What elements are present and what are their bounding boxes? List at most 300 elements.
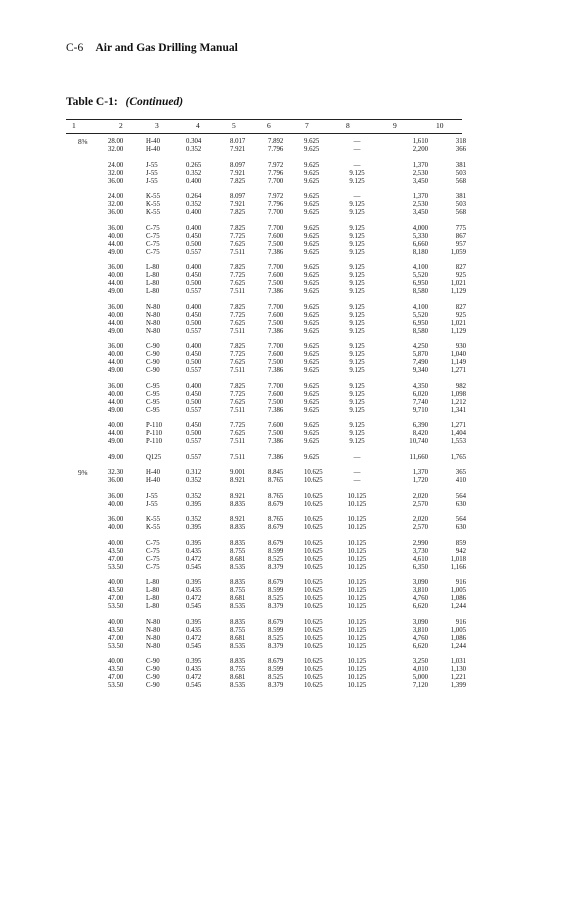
wall-thickness-cell: 0.557 <box>186 248 202 256</box>
table-row <box>66 540 466 548</box>
collapse-resistance-cell: 6,950 <box>412 280 428 287</box>
row-group <box>66 422 466 446</box>
coupling-od-cell: 10.625 <box>304 492 323 500</box>
yield-strength-cell: 916 <box>455 579 466 586</box>
wall-thickness-cell: 0.400 <box>186 177 202 185</box>
table-row <box>66 469 466 477</box>
inside-diameter-cell: 8.535 <box>230 603 246 610</box>
grade-cell: N-80 <box>146 634 160 642</box>
coupling-od-cell: 10.625 <box>304 674 323 681</box>
table-row <box>66 454 466 462</box>
row-group <box>66 304 466 336</box>
yield-strength-cell: 503 <box>455 201 466 208</box>
grade-cell: N-80 <box>146 319 160 327</box>
wall-thickness-cell: 0.500 <box>186 430 202 437</box>
special-clearance-od-cell: 10.125 <box>347 500 367 508</box>
row-group <box>66 469 466 485</box>
inside-diameter-cell: 7.625 <box>230 240 246 248</box>
drift-diameter-cell: 7.500 <box>268 280 284 287</box>
inside-diameter-cell: 8.535 <box>230 563 246 571</box>
table-row <box>66 328 466 336</box>
table-row <box>66 138 466 146</box>
grade-cell: N-80 <box>146 311 160 319</box>
grade-cell: H-40 <box>146 469 160 476</box>
weight-cell: 36.00 <box>108 224 124 232</box>
column-number-5: 5 <box>232 121 236 130</box>
table-row <box>66 627 466 635</box>
drift-diameter-cell: 7.700 <box>268 224 284 232</box>
collapse-resistance-cell: 6,390 <box>412 422 428 429</box>
weight-cell: 40.00 <box>108 539 124 547</box>
grade-cell: L-80 <box>146 587 160 594</box>
inside-diameter-cell: 7.921 <box>230 169 246 177</box>
drift-diameter-cell: 8.599 <box>268 666 284 673</box>
collapse-resistance-cell: 8,420 <box>412 430 428 437</box>
inside-diameter-cell: 7.511 <box>230 406 246 414</box>
collapse-resistance-cell: 3,730 <box>412 547 428 555</box>
table-row <box>66 209 466 217</box>
drift-diameter-cell: 8.525 <box>268 634 284 642</box>
wall-thickness-cell: 0.472 <box>186 674 202 681</box>
wall-thickness-cell: 0.557 <box>186 438 202 445</box>
table-row <box>66 603 466 611</box>
collapse-resistance-cell: 5,520 <box>412 311 428 319</box>
drift-diameter-cell: 8.525 <box>268 595 284 602</box>
wall-thickness-cell: 0.450 <box>186 351 202 358</box>
table-row <box>66 162 466 170</box>
yield-strength-cell: 859 <box>455 539 466 547</box>
collapse-resistance-cell: 2,020 <box>412 492 428 500</box>
weight-cell: 28.00 <box>108 138 124 145</box>
yield-strength-cell: 1,399 <box>450 682 466 689</box>
special-clearance-od-cell: 10.125 <box>347 555 367 563</box>
yield-strength-cell: 1,086 <box>450 595 466 602</box>
coupling-od-cell: 9.625 <box>304 193 320 200</box>
special-clearance-od-cell: 10.125 <box>347 682 367 689</box>
wall-thickness-cell: 0.264 <box>186 193 202 200</box>
inside-diameter-cell: 8.681 <box>230 595 246 602</box>
collapse-resistance-cell: 11,660 <box>409 453 428 461</box>
drift-diameter-cell: 8.599 <box>268 587 284 594</box>
drift-diameter-cell: 7.700 <box>268 382 284 390</box>
coupling-od-cell: 9.625 <box>304 280 320 287</box>
wall-thickness-cell: 0.400 <box>186 224 202 232</box>
inside-diameter-cell: 8.681 <box>230 674 246 681</box>
drift-diameter-cell: 8.679 <box>268 524 284 531</box>
weight-cell: 49.00 <box>108 288 124 295</box>
drift-diameter-cell: 7.796 <box>268 201 284 208</box>
collapse-resistance-cell: 9,340 <box>412 367 428 374</box>
special-clearance-od-cell: — <box>353 146 361 153</box>
wall-thickness-cell: 0.500 <box>186 319 202 327</box>
special-clearance-od-cell: — <box>353 138 361 145</box>
weight-cell: 40.00 <box>108 422 124 429</box>
grade-cell: N-80 <box>146 618 160 626</box>
special-clearance-od-cell: 10.125 <box>347 524 367 531</box>
coupling-od-cell: 10.625 <box>304 666 323 673</box>
table-caption <box>66 96 183 108</box>
yield-strength-cell: 366 <box>455 146 466 153</box>
row-group <box>66 493 466 509</box>
special-clearance-od-cell: 9.125 <box>349 390 365 398</box>
grade-cell: N-80 <box>146 642 160 650</box>
inside-diameter-cell: 7.625 <box>230 430 246 437</box>
table-row <box>66 383 466 391</box>
column-number-1: 1 <box>72 121 76 130</box>
drift-diameter-cell: 7.500 <box>268 319 284 327</box>
yield-strength-cell: 1,021 <box>450 319 466 327</box>
special-clearance-od-cell: 9.125 <box>349 264 365 271</box>
coupling-od-cell: 9.625 <box>304 398 320 406</box>
casing-size-cell: 9⅝ <box>78 468 88 477</box>
grade-cell: L-80 <box>146 272 160 279</box>
table-row <box>66 477 466 485</box>
drift-diameter-cell: 7.386 <box>268 288 284 295</box>
special-clearance-od-cell: 9.125 <box>349 232 365 240</box>
special-clearance-od-cell: 10.125 <box>347 547 367 555</box>
yield-strength-cell: 957 <box>455 240 466 248</box>
table-row <box>66 579 466 587</box>
coupling-od-cell: 9.625 <box>304 161 320 169</box>
drift-diameter-cell: 7.700 <box>268 209 284 216</box>
drift-diameter-cell: 8.765 <box>268 516 284 523</box>
column-number-3: 3 <box>155 121 159 130</box>
table-continued-label: (Continued) <box>125 96 184 108</box>
wall-thickness-cell: 0.500 <box>186 240 202 248</box>
special-clearance-od-cell: 9.125 <box>349 280 365 287</box>
column-number-10: 10 <box>436 121 444 130</box>
grade-cell: K-55 <box>146 209 160 216</box>
grade-cell: C-75 <box>146 224 160 232</box>
coupling-od-cell: 10.625 <box>304 658 323 665</box>
drift-diameter-cell: 7.386 <box>268 406 284 414</box>
grade-cell: C-90 <box>146 658 160 665</box>
yield-strength-cell: 365 <box>455 469 466 476</box>
coupling-od-cell: 10.625 <box>304 516 323 523</box>
table-row <box>66 438 466 446</box>
wall-thickness-cell: 0.557 <box>186 367 202 374</box>
special-clearance-od-cell: 9.125 <box>349 177 365 185</box>
yield-strength-cell: 827 <box>455 303 466 311</box>
wall-thickness-cell: 0.500 <box>186 398 202 406</box>
collapse-resistance-cell: 2,020 <box>412 516 428 523</box>
weight-cell: 49.00 <box>108 406 124 414</box>
collapse-resistance-cell: 4,350 <box>412 382 428 390</box>
drift-diameter-cell: 8.765 <box>268 492 284 500</box>
inside-diameter-cell: 8.921 <box>230 492 246 500</box>
collapse-resistance-cell: 1,610 <box>412 138 428 145</box>
table-row <box>66 524 466 532</box>
wall-thickness-cell: 0.472 <box>186 634 202 642</box>
inside-diameter-cell: 7.725 <box>230 311 246 319</box>
coupling-od-cell: 9.625 <box>304 390 320 398</box>
weight-cell: 40.00 <box>108 658 124 665</box>
drift-diameter-cell: 7.972 <box>268 161 284 169</box>
inside-diameter-cell: 7.725 <box>230 351 246 358</box>
coupling-od-cell: 9.625 <box>304 146 320 153</box>
table-row <box>66 170 466 178</box>
coupling-od-cell: 9.625 <box>304 177 320 185</box>
yield-strength-cell: 1,149 <box>450 359 466 366</box>
table-row <box>66 312 466 320</box>
inside-diameter-cell: 8.017 <box>230 138 246 145</box>
collapse-resistance-cell: 3,810 <box>412 587 428 594</box>
drift-diameter-cell: 8.765 <box>268 477 284 484</box>
collapse-resistance-cell: 3,450 <box>412 177 428 185</box>
row-group <box>66 383 466 415</box>
wall-thickness-cell: 0.435 <box>186 587 202 594</box>
collapse-resistance-cell: 2,200 <box>412 146 428 153</box>
grade-cell: C-90 <box>146 351 160 358</box>
book-title: Air and Gas Drilling Manual <box>95 42 238 54</box>
drift-diameter-cell: 7.386 <box>268 453 284 461</box>
weight-cell: 36.00 <box>108 303 124 311</box>
inside-diameter-cell: 8.755 <box>230 547 246 555</box>
collapse-resistance-cell: 8,180 <box>412 248 428 256</box>
weight-cell: 40.00 <box>108 390 124 398</box>
grade-cell: P-110 <box>146 422 162 429</box>
table-row <box>66 288 466 296</box>
weight-cell: 40.00 <box>108 351 124 358</box>
drift-diameter-cell: 7.700 <box>268 303 284 311</box>
coupling-od-cell: 10.625 <box>304 469 323 476</box>
coupling-od-cell: 9.625 <box>304 169 320 177</box>
collapse-resistance-cell: 5,000 <box>412 674 428 681</box>
special-clearance-od-cell: 9.125 <box>349 272 365 279</box>
weight-cell: 36.00 <box>108 343 124 350</box>
table-row <box>66 367 466 375</box>
yield-strength-cell: 1,005 <box>450 626 466 634</box>
drift-diameter-cell: 8.679 <box>268 539 284 547</box>
grade-cell: K-55 <box>146 524 160 531</box>
weight-cell: 36.00 <box>108 209 124 216</box>
drift-diameter-cell: 7.972 <box>268 193 284 200</box>
special-clearance-od-cell: 9.125 <box>349 240 365 248</box>
special-clearance-od-cell: 9.125 <box>349 367 365 374</box>
coupling-od-cell: 10.625 <box>304 563 323 571</box>
table-row <box>66 351 466 359</box>
wall-thickness-cell: 0.557 <box>186 406 202 414</box>
grade-cell: C-90 <box>146 666 160 673</box>
grade-cell: H-40 <box>146 477 160 484</box>
grade-cell: C-90 <box>146 682 160 689</box>
yield-strength-cell: 1,166 <box>450 563 466 571</box>
weight-cell: 36.00 <box>108 382 124 390</box>
inside-diameter-cell: 7.511 <box>230 327 246 335</box>
inside-diameter-cell: 8.535 <box>230 682 246 689</box>
coupling-od-cell: 9.625 <box>304 303 320 311</box>
special-clearance-od-cell: 9.125 <box>349 169 365 177</box>
column-number-9: 9 <box>393 121 397 130</box>
inside-diameter-cell: 7.725 <box>230 422 246 429</box>
collapse-resistance-cell: 7,120 <box>412 682 428 689</box>
wall-thickness-cell: 0.395 <box>186 618 202 626</box>
coupling-od-cell: 9.625 <box>304 343 320 350</box>
wall-thickness-cell: 0.557 <box>186 288 202 295</box>
grade-cell: C-75 <box>146 232 160 240</box>
inside-diameter-cell: 7.825 <box>230 209 246 216</box>
coupling-od-cell: 9.625 <box>304 359 320 366</box>
yield-strength-cell: 568 <box>455 209 466 216</box>
yield-strength-cell: 1,244 <box>450 603 466 610</box>
grade-cell: K-55 <box>146 516 160 523</box>
table-row <box>66 643 466 651</box>
column-number-8: 8 <box>346 121 350 130</box>
inside-diameter-cell: 7.511 <box>230 288 246 295</box>
collapse-resistance-cell: 4,100 <box>412 303 428 311</box>
weight-cell: 47.00 <box>108 674 124 681</box>
coupling-od-cell: 10.625 <box>304 634 323 642</box>
coupling-od-cell: 9.625 <box>304 438 320 445</box>
table-body <box>66 138 466 698</box>
drift-diameter-cell: 7.600 <box>268 422 284 429</box>
special-clearance-od-cell: 10.125 <box>347 658 367 665</box>
row-group <box>66 516 466 532</box>
table-row <box>66 391 466 399</box>
table-row <box>66 548 466 556</box>
weight-cell: 40.00 <box>108 500 124 508</box>
yield-strength-cell: 867 <box>455 232 466 240</box>
weight-cell: 47.00 <box>108 555 124 563</box>
wall-thickness-cell: 0.400 <box>186 382 202 390</box>
weight-cell: 44.00 <box>108 280 124 287</box>
weight-cell: 44.00 <box>108 430 124 437</box>
collapse-resistance-cell: 2,990 <box>412 539 428 547</box>
column-number-4: 4 <box>196 121 200 130</box>
wall-thickness-cell: 0.450 <box>186 390 202 398</box>
yield-strength-cell: 630 <box>455 524 466 531</box>
special-clearance-od-cell: 10.125 <box>347 579 367 586</box>
yield-strength-cell: 630 <box>455 500 466 508</box>
collapse-resistance-cell: 3,090 <box>412 618 428 626</box>
inside-diameter-cell: 7.725 <box>230 390 246 398</box>
special-clearance-od-cell: — <box>353 469 361 476</box>
collapse-resistance-cell: 8,580 <box>412 288 428 295</box>
special-clearance-od-cell: 9.125 <box>349 351 365 358</box>
yield-strength-cell: 827 <box>455 264 466 271</box>
grade-cell: Q125 <box>146 453 162 461</box>
table-row <box>66 343 466 351</box>
collapse-resistance-cell: 6,620 <box>412 603 428 610</box>
weight-cell: 40.00 <box>108 524 124 531</box>
collapse-resistance-cell: 7,490 <box>412 359 428 366</box>
yield-strength-cell: 930 <box>455 343 466 350</box>
drift-diameter-cell: 7.500 <box>268 240 284 248</box>
collapse-resistance-cell: 1,370 <box>412 193 428 200</box>
column-number-2: 2 <box>119 121 123 130</box>
inside-diameter-cell: 8.097 <box>230 161 246 169</box>
wall-thickness-cell: 0.472 <box>186 595 202 602</box>
drift-diameter-cell: 7.600 <box>268 232 284 240</box>
inside-diameter-cell: 7.825 <box>230 303 246 311</box>
collapse-resistance-cell: 2,570 <box>412 500 428 508</box>
drift-diameter-cell: 7.892 <box>268 138 284 145</box>
yield-strength-cell: 410 <box>455 477 466 484</box>
grade-cell: J-55 <box>146 500 158 508</box>
grade-cell: C-95 <box>146 390 160 398</box>
yield-strength-cell: 1,130 <box>450 666 466 673</box>
wall-thickness-cell: 0.352 <box>186 201 202 208</box>
yield-strength-cell: 925 <box>455 311 466 319</box>
weight-cell: 40.00 <box>108 579 124 586</box>
yield-strength-cell: 1,086 <box>450 634 466 642</box>
special-clearance-od-cell: 10.125 <box>347 516 367 523</box>
table-row <box>66 233 466 241</box>
row-group <box>66 343 466 375</box>
table-row <box>66 280 466 288</box>
wall-thickness-cell: 0.557 <box>186 327 202 335</box>
grade-cell: N-80 <box>146 303 160 311</box>
drift-diameter-cell: 8.379 <box>268 682 284 689</box>
special-clearance-od-cell: 10.125 <box>347 666 367 673</box>
inside-diameter-cell: 7.825 <box>230 264 246 271</box>
yield-strength-cell: 1,005 <box>450 587 466 594</box>
special-clearance-od-cell: 9.125 <box>349 248 365 256</box>
table-row <box>66 587 466 595</box>
grade-cell: C-95 <box>146 382 160 390</box>
table-row <box>66 501 466 509</box>
drift-diameter-cell: 8.679 <box>268 618 284 626</box>
grade-cell: C-75 <box>146 555 160 563</box>
inside-diameter-cell: 8.755 <box>230 587 246 594</box>
special-clearance-od-cell: 9.125 <box>349 422 365 429</box>
wall-thickness-cell: 0.450 <box>186 232 202 240</box>
grade-cell: C-75 <box>146 539 160 547</box>
yield-strength-cell: 318 <box>455 138 466 145</box>
coupling-od-cell: 9.625 <box>304 382 320 390</box>
grade-cell: C-90 <box>146 343 160 350</box>
yield-strength-cell: 1,129 <box>450 327 466 335</box>
table-row <box>66 193 466 201</box>
special-clearance-od-cell: 10.125 <box>347 587 367 594</box>
inside-diameter-cell: 7.511 <box>230 248 246 256</box>
collapse-resistance-cell: 3,090 <box>412 579 428 586</box>
weight-cell: 44.00 <box>108 359 124 366</box>
coupling-od-cell: 10.625 <box>304 500 323 508</box>
wall-thickness-cell: 0.545 <box>186 682 202 689</box>
coupling-od-cell: 9.625 <box>304 201 320 208</box>
table-row <box>66 399 466 407</box>
inside-diameter-cell: 7.625 <box>230 319 246 327</box>
collapse-resistance-cell: 2,530 <box>412 201 428 208</box>
special-clearance-od-cell: — <box>353 161 361 169</box>
coupling-od-cell: 10.625 <box>304 547 323 555</box>
table-row <box>66 556 466 564</box>
inside-diameter-cell: 8.681 <box>230 555 246 563</box>
grade-cell: C-75 <box>146 248 160 256</box>
special-clearance-od-cell: 9.125 <box>349 382 365 390</box>
coupling-od-cell: 9.625 <box>304 430 320 437</box>
yield-strength-cell: 775 <box>455 224 466 232</box>
grade-cell: N-80 <box>146 327 160 335</box>
weight-cell: 40.00 <box>108 311 124 319</box>
coupling-od-cell: 10.625 <box>304 603 323 610</box>
inside-diameter-cell: 7.625 <box>230 398 246 406</box>
yield-strength-cell: 1,404 <box>450 430 466 437</box>
special-clearance-od-cell: 9.125 <box>349 343 365 350</box>
wall-thickness-cell: 0.435 <box>186 626 202 634</box>
table-row <box>66 619 466 627</box>
table-row <box>66 241 466 249</box>
inside-diameter-cell: 8.097 <box>230 193 246 200</box>
row-group <box>66 540 466 572</box>
collapse-resistance-cell: 1,720 <box>412 477 428 484</box>
wall-thickness-cell: 0.395 <box>186 524 202 531</box>
grade-cell: P-110 <box>146 438 162 445</box>
weight-cell: 43.50 <box>108 626 124 634</box>
table-row <box>66 146 466 154</box>
inside-diameter-cell: 7.825 <box>230 224 246 232</box>
